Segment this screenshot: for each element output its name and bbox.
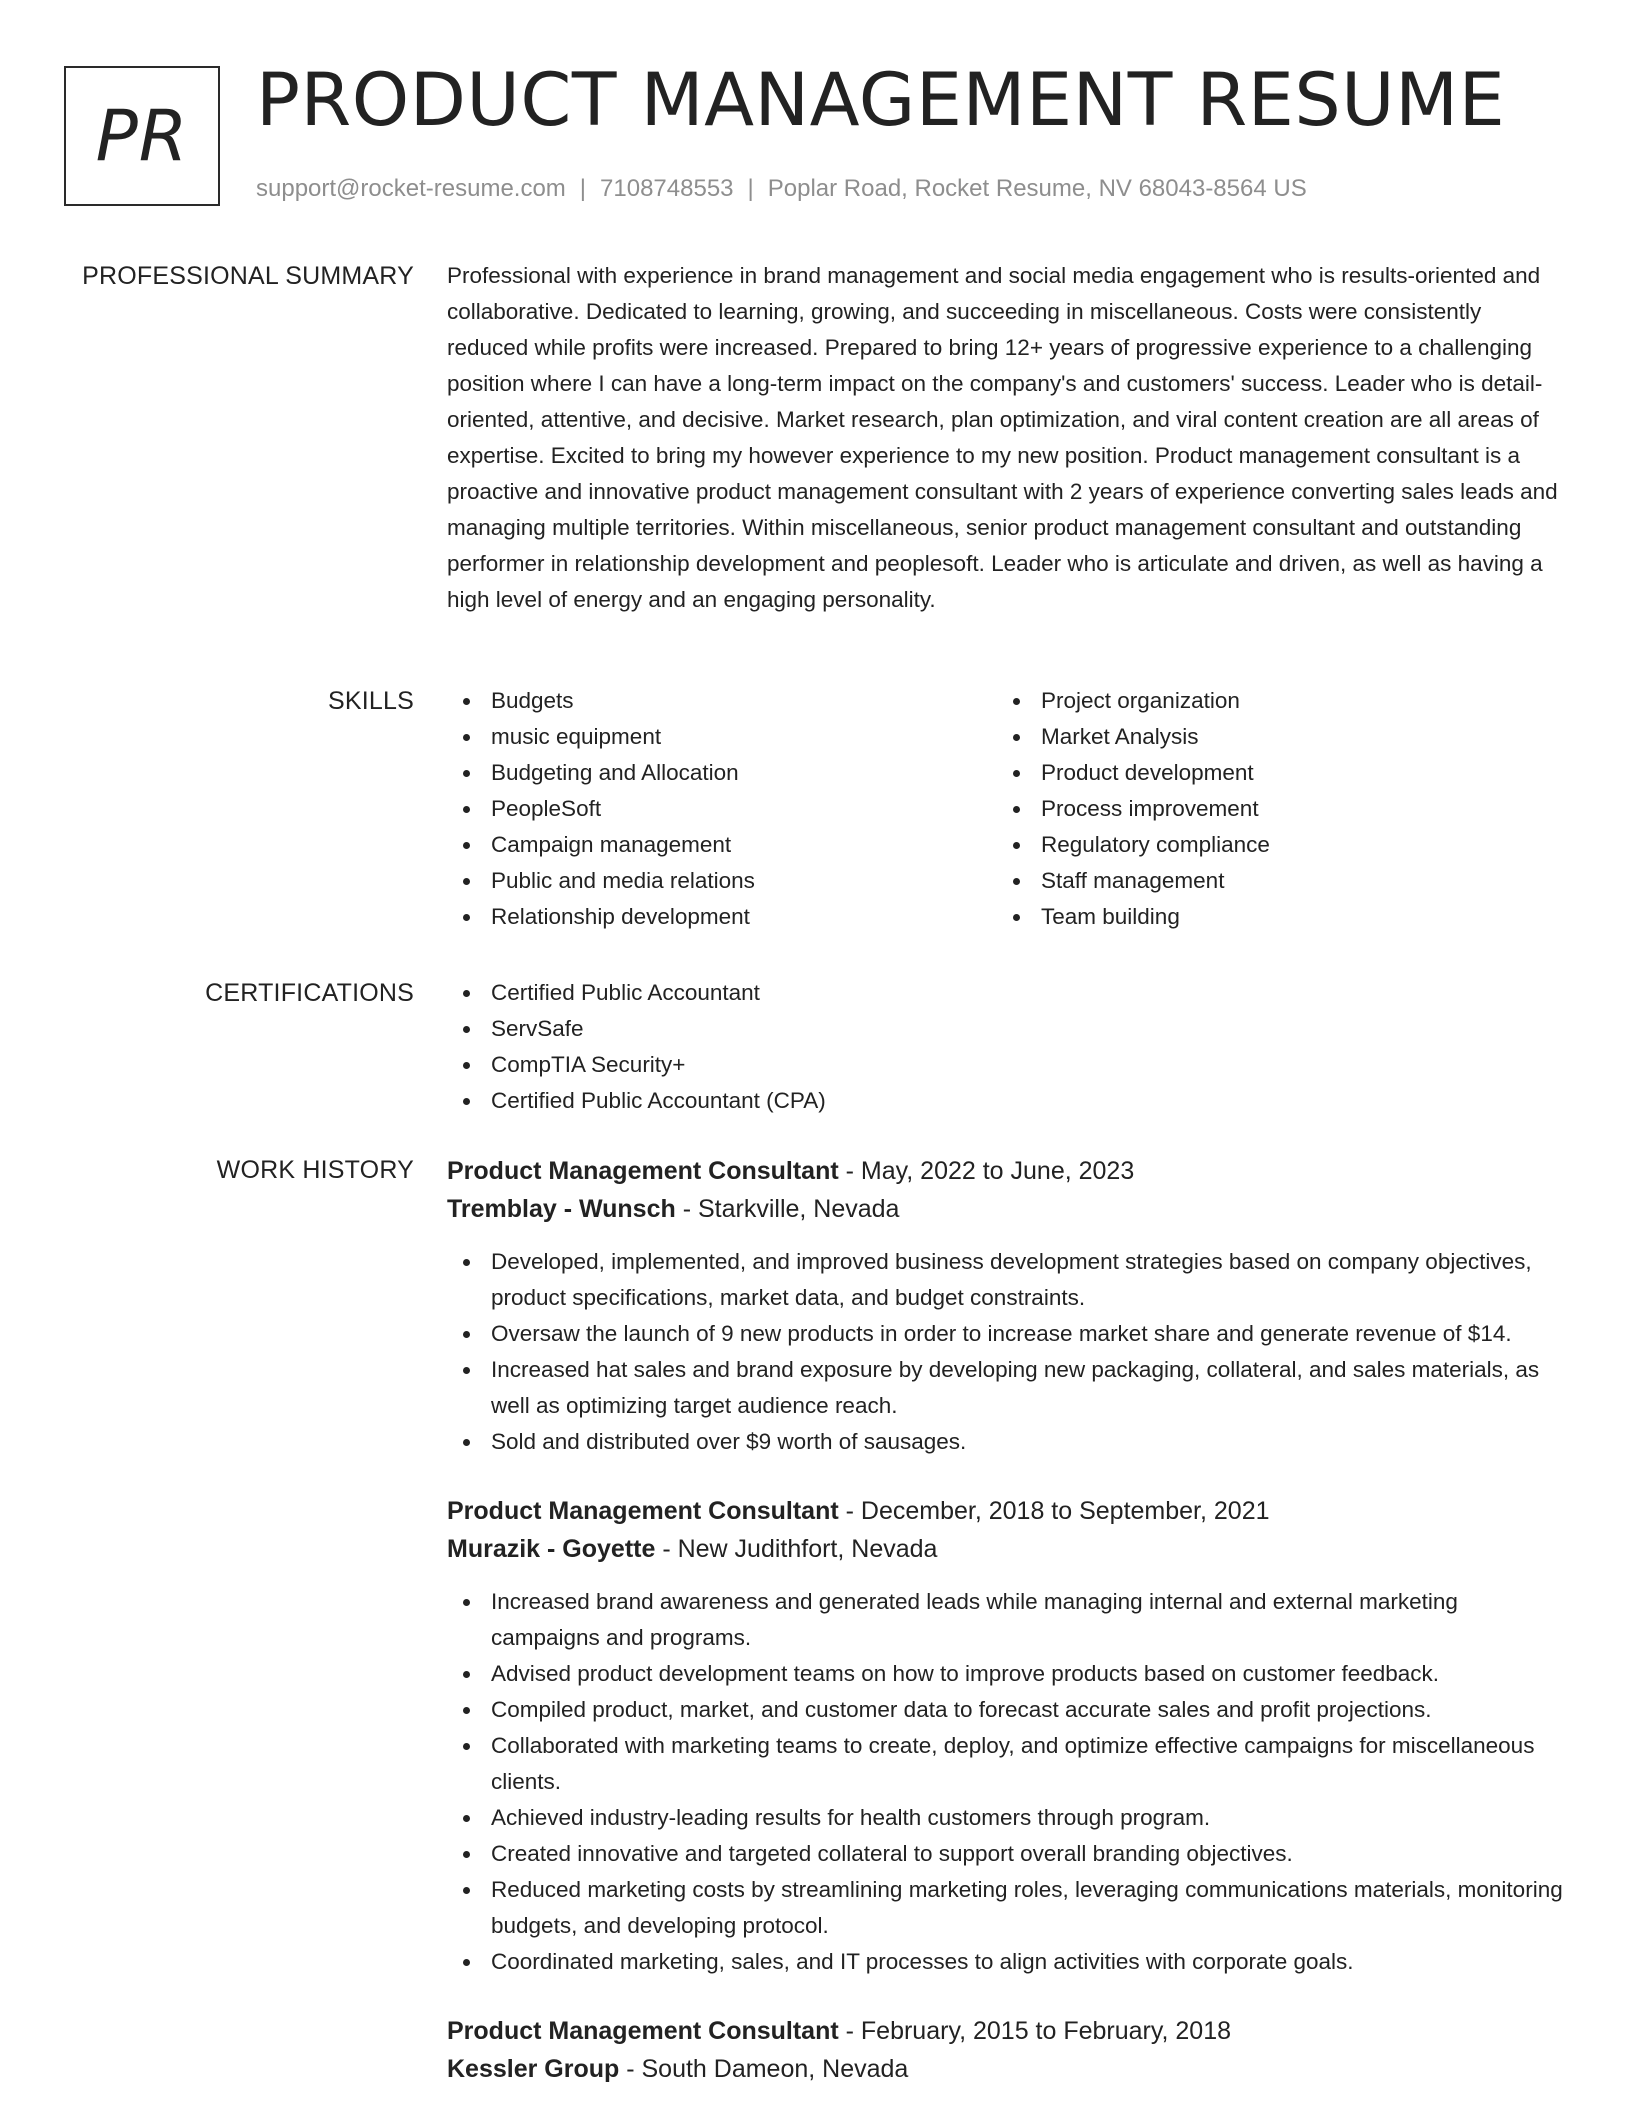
job-bullet: Achieved industry-leading results for health customers through program.	[447, 1800, 1565, 1836]
job-bullet: Compiled product, market, and customer data to forecast accurate sales and profit projections.	[447, 1692, 1565, 1728]
skills-heading: SKILLS	[328, 687, 414, 715]
job-location: - South Dameon, Nevada	[619, 2055, 909, 2083]
job-bullets	[447, 1244, 1565, 1460]
certifications-body	[447, 975, 1565, 1119]
skill-item: Budgeting and Allocation	[447, 755, 997, 791]
skill-item: Relationship development	[447, 899, 997, 935]
skill-item: Market Analysis	[997, 719, 1547, 755]
certifications-heading: CERTIFICATIONS	[205, 979, 414, 1007]
job-title: Product Management Consultant	[447, 2017, 839, 2045]
job-company: Murazik - Goyette	[447, 1535, 656, 1563]
skill-item: PeopleSoft	[447, 791, 997, 827]
job-bullet: Collaborated with marketing teams to create, deploy, and optimize effective campaigns for miscellaneous clients.	[447, 1728, 1565, 1800]
job-dates: - December, 2018 to September, 2021	[838, 1497, 1270, 1525]
certification-item: Certified Public Accountant (CPA)	[447, 1083, 1565, 1119]
summary-heading: PROFESSIONAL SUMMARY	[82, 262, 414, 290]
job-bullets	[447, 1584, 1565, 1980]
work-history-heading: WORK HISTORY	[216, 1156, 414, 1184]
job-title-line	[447, 2012, 1565, 2050]
work-history-body	[447, 1152, 1565, 2088]
skill-item: Campaign management	[447, 827, 997, 863]
job-bullet: Advised product development teams on how to improve products based on customer feedback.	[447, 1656, 1565, 1692]
contact-separator: |	[579, 175, 587, 202]
certification-item: Certified Public Accountant	[447, 975, 1565, 1011]
job-entry	[447, 2012, 1565, 2088]
job-company-line	[447, 1190, 1565, 1228]
contact-address: Poplar Road, Rocket Resume, NV 68043-8564 US	[767, 175, 1307, 202]
job-bullet: Oversaw the launch of 9 new products in order to increase market share and generate revenue of $14.	[447, 1316, 1565, 1352]
job-company-line	[447, 2050, 1565, 2088]
job-bullet: Created innovative and targeted collateral to support overall branding objectives.	[447, 1836, 1565, 1872]
job-bullet: Coordinated marketing, sales, and IT processes to align activities with corporate goals.	[447, 1944, 1565, 1980]
job-bullet: Increased hat sales and brand exposure by developing new packaging, collateral, and sales materials, as well as optimizing target audience reach.	[447, 1352, 1565, 1424]
job-title: Product Management Consultant	[447, 1497, 839, 1525]
job-company: Kessler Group	[447, 2055, 620, 2083]
job-company: Tremblay - Wunsch	[447, 1195, 676, 1223]
summary-body	[447, 258, 1565, 618]
resume-title: PRODUCT MANAGEMENT RESUME	[256, 58, 1506, 143]
skill-item: Team building	[997, 899, 1547, 935]
monogram-box	[64, 66, 220, 206]
contact-email[interactable]: support@rocket-resume.com	[256, 175, 566, 202]
summary-text: Professional with experience in brand management and social media engagement who is results-oriented and collaborative. Dedicated to learning, growing, and succeeding in miscellaneous. Costs were consistently reduced while profits were increased. Prepared to bring 12+ years of progressive experience to a challenging position where I can have a long-term impact on the company's and customers' success. Leader who is detail-oriented, attentive, and decisive. Market research, plan optimization, and viral content creation are all areas of expertise. Excited to bring my however experience to my new position. Product management consultant is a proactive and innovative product management consultant with 2 years of experience converting sales leads and managing multiple territories. Within miscellaneous, senior product management consultant and outstanding performer in relationship development and peoplesoft. Leader who is articulate and driven, as well as having a high level of energy and an engaging personality.	[447, 263, 1558, 612]
job-company-line	[447, 1530, 1565, 1568]
skill-item: Process improvement	[997, 791, 1547, 827]
skills-list-left	[447, 683, 997, 935]
job-bullet: Increased brand awareness and generated leads while managing internal and external marketing campaigns and programs.	[447, 1584, 1565, 1656]
skill-item: Staff management	[997, 863, 1547, 899]
job-entry	[447, 1152, 1565, 1460]
job-entry	[447, 1492, 1565, 1980]
job-location: - Starkville, Nevada	[675, 1195, 900, 1223]
certifications-list	[447, 975, 1565, 1119]
skill-item: Product development	[997, 755, 1547, 791]
job-title-line	[447, 1492, 1565, 1530]
skills-list-right	[997, 683, 1547, 935]
skills-body	[447, 683, 1565, 935]
job-dates: - February, 2015 to February, 2018	[838, 2017, 1232, 2045]
skill-item: Budgets	[447, 683, 997, 719]
skill-item: Public and media relations	[447, 863, 997, 899]
job-title-line	[447, 1152, 1565, 1190]
job-bullet: Developed, implemented, and improved business development strategies based on company objectives, product specifications, market data, and budget constraints.	[447, 1244, 1565, 1316]
contact-separator: |	[747, 175, 754, 202]
job-bullet: Sold and distributed over $9 worth of sausages.	[447, 1424, 1565, 1460]
certification-item: ServSafe	[447, 1011, 1565, 1047]
certification-item: CompTIA Security+	[447, 1047, 1565, 1083]
contact-line	[256, 172, 1307, 206]
skill-item: Regulatory compliance	[997, 827, 1547, 863]
job-title: Product Management Consultant	[447, 1157, 839, 1185]
job-location: - New Judithfort, Nevada	[655, 1535, 938, 1563]
monogram-initials: PR	[95, 95, 189, 177]
skill-item: music equipment	[447, 719, 997, 755]
contact-phone[interactable]: 7108748553	[600, 175, 734, 202]
skill-item: Project organization	[997, 683, 1547, 719]
job-dates: - May, 2022 to June, 2023	[838, 1157, 1135, 1185]
job-bullet: Reduced marketing costs by streamlining marketing roles, leveraging communications materials, monitoring budgets, and developing protocol.	[447, 1872, 1565, 1944]
